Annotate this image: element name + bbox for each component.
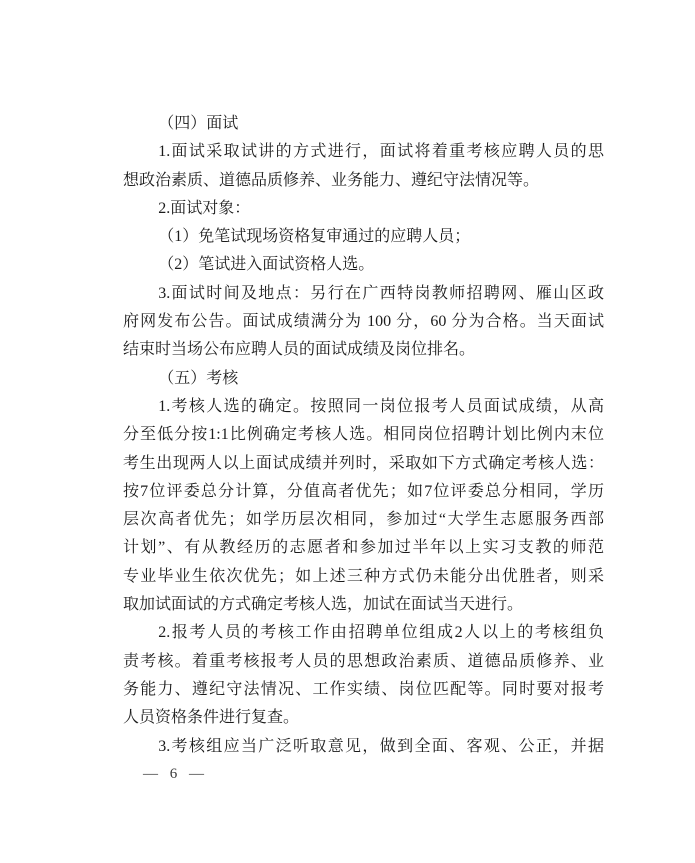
body-line: 2.报考人员的考核工作由招聘单位组成2人以上的考核组负 xyxy=(158,624,604,642)
body-line: 结束时当场公布应聘人员的面试成绩及岗位排名。 xyxy=(123,341,476,359)
body-line: 3.考核组应当广泛听取意见，做到全面、客观、公正，并据 xyxy=(158,737,604,755)
body-line: 责考核。着重考核报考人员的思想政治素质、道德品质修养、业 xyxy=(123,652,604,670)
body-line: 3.面试时间及地点：另行在广西特岗教师招聘网、雁山区政 xyxy=(158,284,604,302)
body-line: 人员资格条件进行复查。 xyxy=(123,709,300,727)
body-line: 专业毕业生依次优先；如上述三种方式仍未能分出优胜者，则采 xyxy=(123,567,604,585)
section-heading-assessment: （五）考核 xyxy=(158,369,239,387)
body-line: （2）笔试进入面试资格人选。 xyxy=(158,256,375,274)
body-line: 1.面试采取试讲的方式进行，面试将着重考核应聘人员的思 xyxy=(158,143,604,161)
body-line: 计划”、有从教经历的志愿者和参加过半年以上实习支教的师范 xyxy=(123,539,604,557)
body-line: 按7位评委总分计算，分值高者优先；如7位评委总分相同，学历 xyxy=(123,482,604,500)
section-heading-interview: （四）面试 xyxy=(158,115,239,132)
body-line: 府网发布公告。面试成绩满分为 100 分，60 分为合格。当天面试 xyxy=(123,313,604,331)
body-line: 取加试面试的方式确定考核人选，加试在面试当天进行。 xyxy=(123,596,524,614)
body-line: 考生出现两人以上面试成绩并列时，采取如下方式确定考核人选： xyxy=(123,454,604,472)
body-line: 层次高者优先；如学历层次相同，参加过“大学生志愿服务西部 xyxy=(123,511,604,529)
document-body xyxy=(123,110,604,761)
body-line: （1）免笔试现场资格复审通过的应聘人员； xyxy=(158,228,471,246)
body-line: 务能力、遵纪守法情况、工作实绩、岗位匹配等。同时要对报考 xyxy=(123,680,604,698)
body-line: 1.考核人选的确定。按照同一岗位报考人员面试成绩，从高 xyxy=(158,397,604,415)
body-line: 想政治素质、道德品质修养、业务能力、遵纪守法情况等。 xyxy=(123,171,540,189)
body-line: 2.面试对象： xyxy=(158,199,251,217)
body-line: 分至低分按1:1比例确定考核人选。相同岗位招聘计划比例内末位 xyxy=(123,426,604,444)
page-number: — 6 — xyxy=(143,766,208,782)
